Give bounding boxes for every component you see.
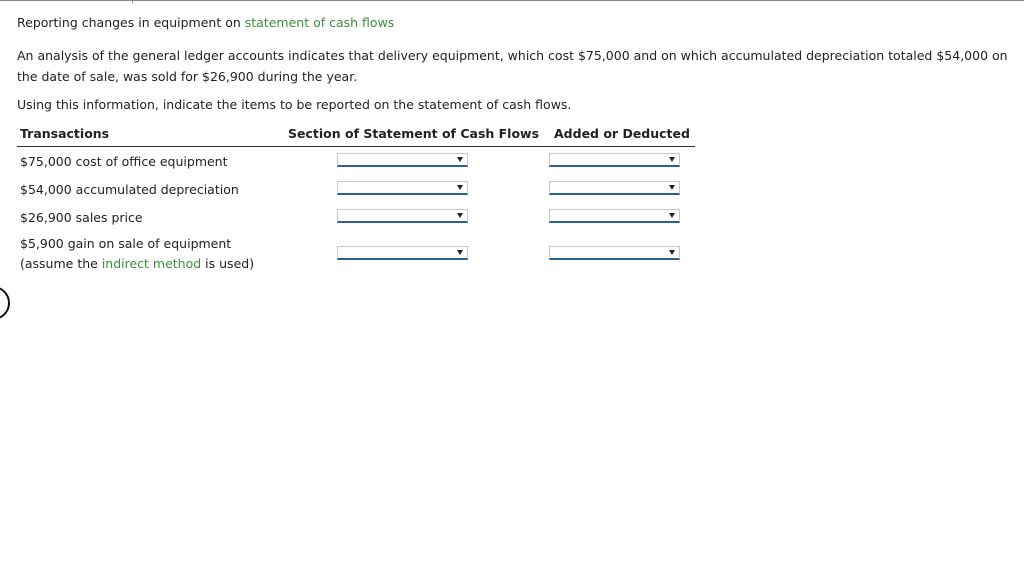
col-header-section: Section of Statement of Cash Flows (288, 126, 540, 141)
heading-text: Reporting changes in equipment on (17, 15, 245, 30)
added-dropdown-row-1[interactable] (549, 153, 680, 167)
col-header-added: Added or Deducted (554, 126, 690, 141)
page-heading (17, 15, 394, 30)
section-dropdown-row-2[interactable] (337, 181, 468, 195)
indirect-method-link[interactable]: indirect method (101, 256, 202, 271)
chevron-down-icon (669, 250, 675, 255)
cash-flows-link[interactable]: statement of cash flows (244, 15, 395, 30)
table-header-rule (17, 146, 695, 147)
chevron-down-icon (457, 157, 463, 162)
added-dropdown-row-4[interactable] (549, 246, 680, 260)
added-dropdown-row-2[interactable] (549, 181, 680, 195)
top-border-tick (132, 0, 133, 3)
row-label-depreciation: $54,000 accumulated depreciation (20, 182, 239, 197)
note-suffix: is used) (201, 256, 255, 271)
problem-paragraph: An analysis of the general ledger accounts indicates that delivery equipment, which cost $75,000 and on which accumulated depreciation totaled $54,000 on the date of sale, was sold for $26,900 during the year. (17, 48, 1008, 84)
chevron-down-icon (457, 213, 463, 218)
row-label-cost: $75,000 cost of office equipment (20, 154, 228, 169)
chevron-down-icon (669, 213, 675, 218)
row-label-gain-text: $5,900 gain on sale of equipment (20, 236, 232, 251)
top-border (0, 0, 1024, 1)
row-label-sales-price: $26,900 sales price (20, 210, 143, 225)
row-label-gain-note (20, 254, 254, 274)
note-prefix: (assume the (20, 256, 102, 271)
chevron-down-icon (669, 157, 675, 162)
section-dropdown-row-4[interactable] (337, 246, 468, 260)
col-header-transactions: Transactions (20, 126, 110, 141)
chevron-down-icon (669, 185, 675, 190)
row-label-gain (20, 234, 254, 274)
cursor-circle-icon (0, 286, 10, 320)
section-dropdown-row-1[interactable] (337, 153, 468, 167)
instruction-text: Using this information, indicate the items to be reported on the statement of cash flows. (17, 97, 572, 112)
chevron-down-icon (457, 185, 463, 190)
added-dropdown-row-3[interactable] (549, 209, 680, 223)
chevron-down-icon (457, 250, 463, 255)
section-dropdown-row-3[interactable] (337, 209, 468, 223)
